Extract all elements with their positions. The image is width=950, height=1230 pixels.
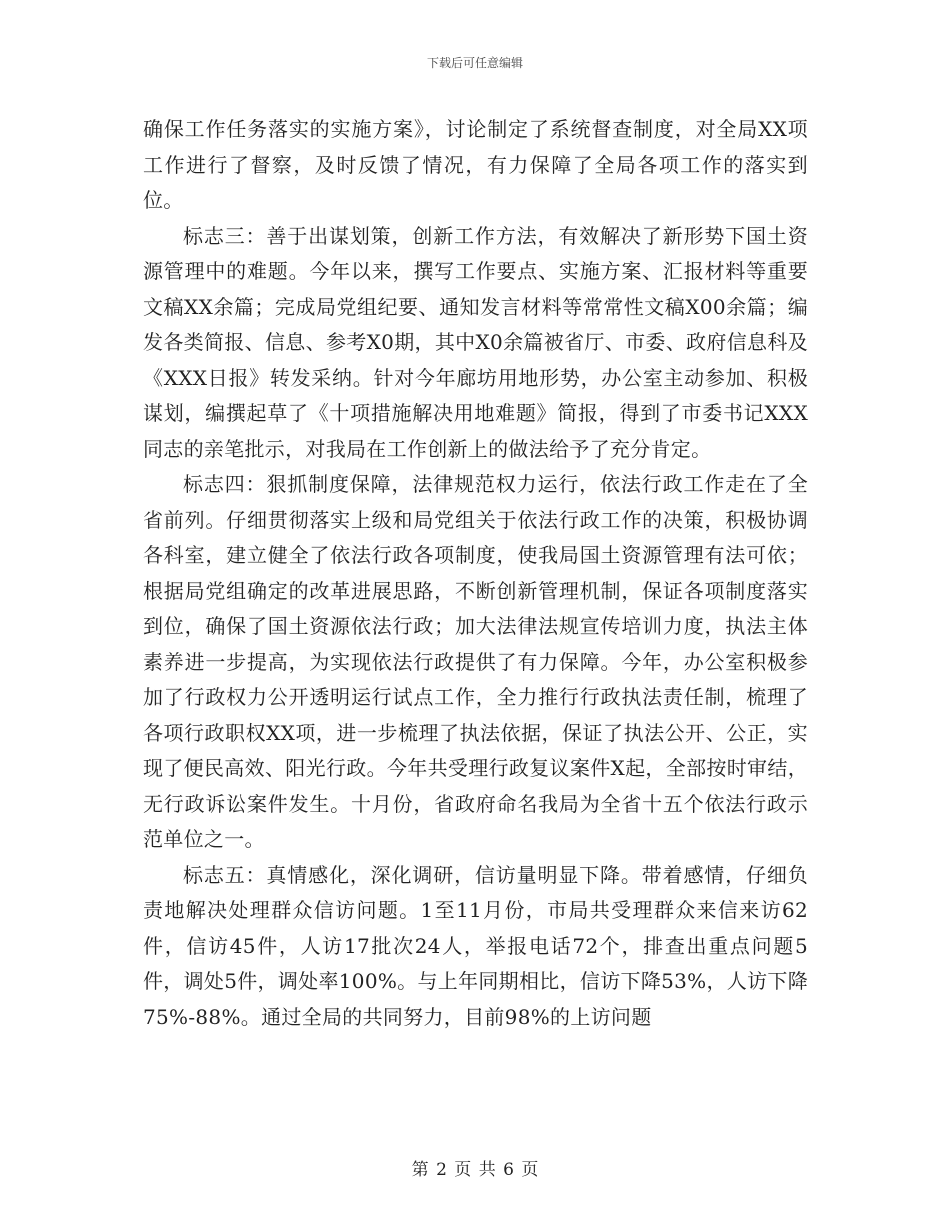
document-body — [143, 112, 808, 1035]
paragraph-continuation: 确保工作任务落实的实施方案》，讨论制定了系统督查制度，对全局XX项工作进行了督察，及时反馈了情况，有力保障了全局各项工作的落实到位。 — [143, 117, 808, 212]
paragraph-marker-three: 标志三：善于出谋划策，创新工作方法，有效解决了新形势下国土资源管理中的难题。今年以来，撰写工作要点、实施方案、汇报材料等重要文稿XX余篇；完成局党组纪要、通知发言材料等常常性文稿X00余篇；编发各类简报、信息、参考X0期，其中X0余篇被省厅、市委、政府信息科及《XXX日报》转发采纳。针对今年廊坊用地形势，办公室主动参加、积极谋划，编撰起草了《十项措施解决用地难题》简报，得到了市委书记XXX同志的亲笔批示，对我局在工作创新上的做法给予了充分肯定。 — [143, 223, 808, 461]
page-header: 下载后可任意编辑 — [426, 56, 523, 70]
paragraph-marker-four: 标志四：狠抓制度保障，法律规范权力运行，依法行政工作走在了全省前列。仔细贯彻落实上级和局党组关于依法行政工作的决策，积极协调各科室，建立健全了依法行政各项制度，使我局国土资源管理有法可依；根据局党组确定的改革进展思路，不断创新管理机制，保证各项制度落实到位，确保了国土资源依法行政；加大法律法规宣传培训力度，执法主体素养进一步提高，为实现依法行政提供了有力保障。今年，办公室积极参加了行政权力公开透明运行试点工作，全力推行行政执法责任制，梳理了各项行政职权XX项，进一步梳理了执法依据，保证了执法公开、公正，实现了便民高效、阳光行政。今年共受理行政复议案件X起，全部按时审结，无行政诉讼案件发生。十月份，省政府命名我局为全省十五个依法行政示范单位之一。 — [143, 472, 808, 851]
page-number-footer: 第 2 页 共 6 页 — [411, 1160, 539, 1180]
paragraph-marker-five: 标志五：真情感化，深化调研，信访量明显下降。带着感情，仔细负责地解决处理群众信访问题。1至11月份，市局共受理群众来信来访62件，信访45件，人访17批次24人，举报电话72个，排查出重点问题5件，调处5件，调处率100%。与上年同期相比，信访下降53%，人访下降75%-88%。通过全局的共同努力，目前98%的上访问题 — [143, 862, 808, 1029]
